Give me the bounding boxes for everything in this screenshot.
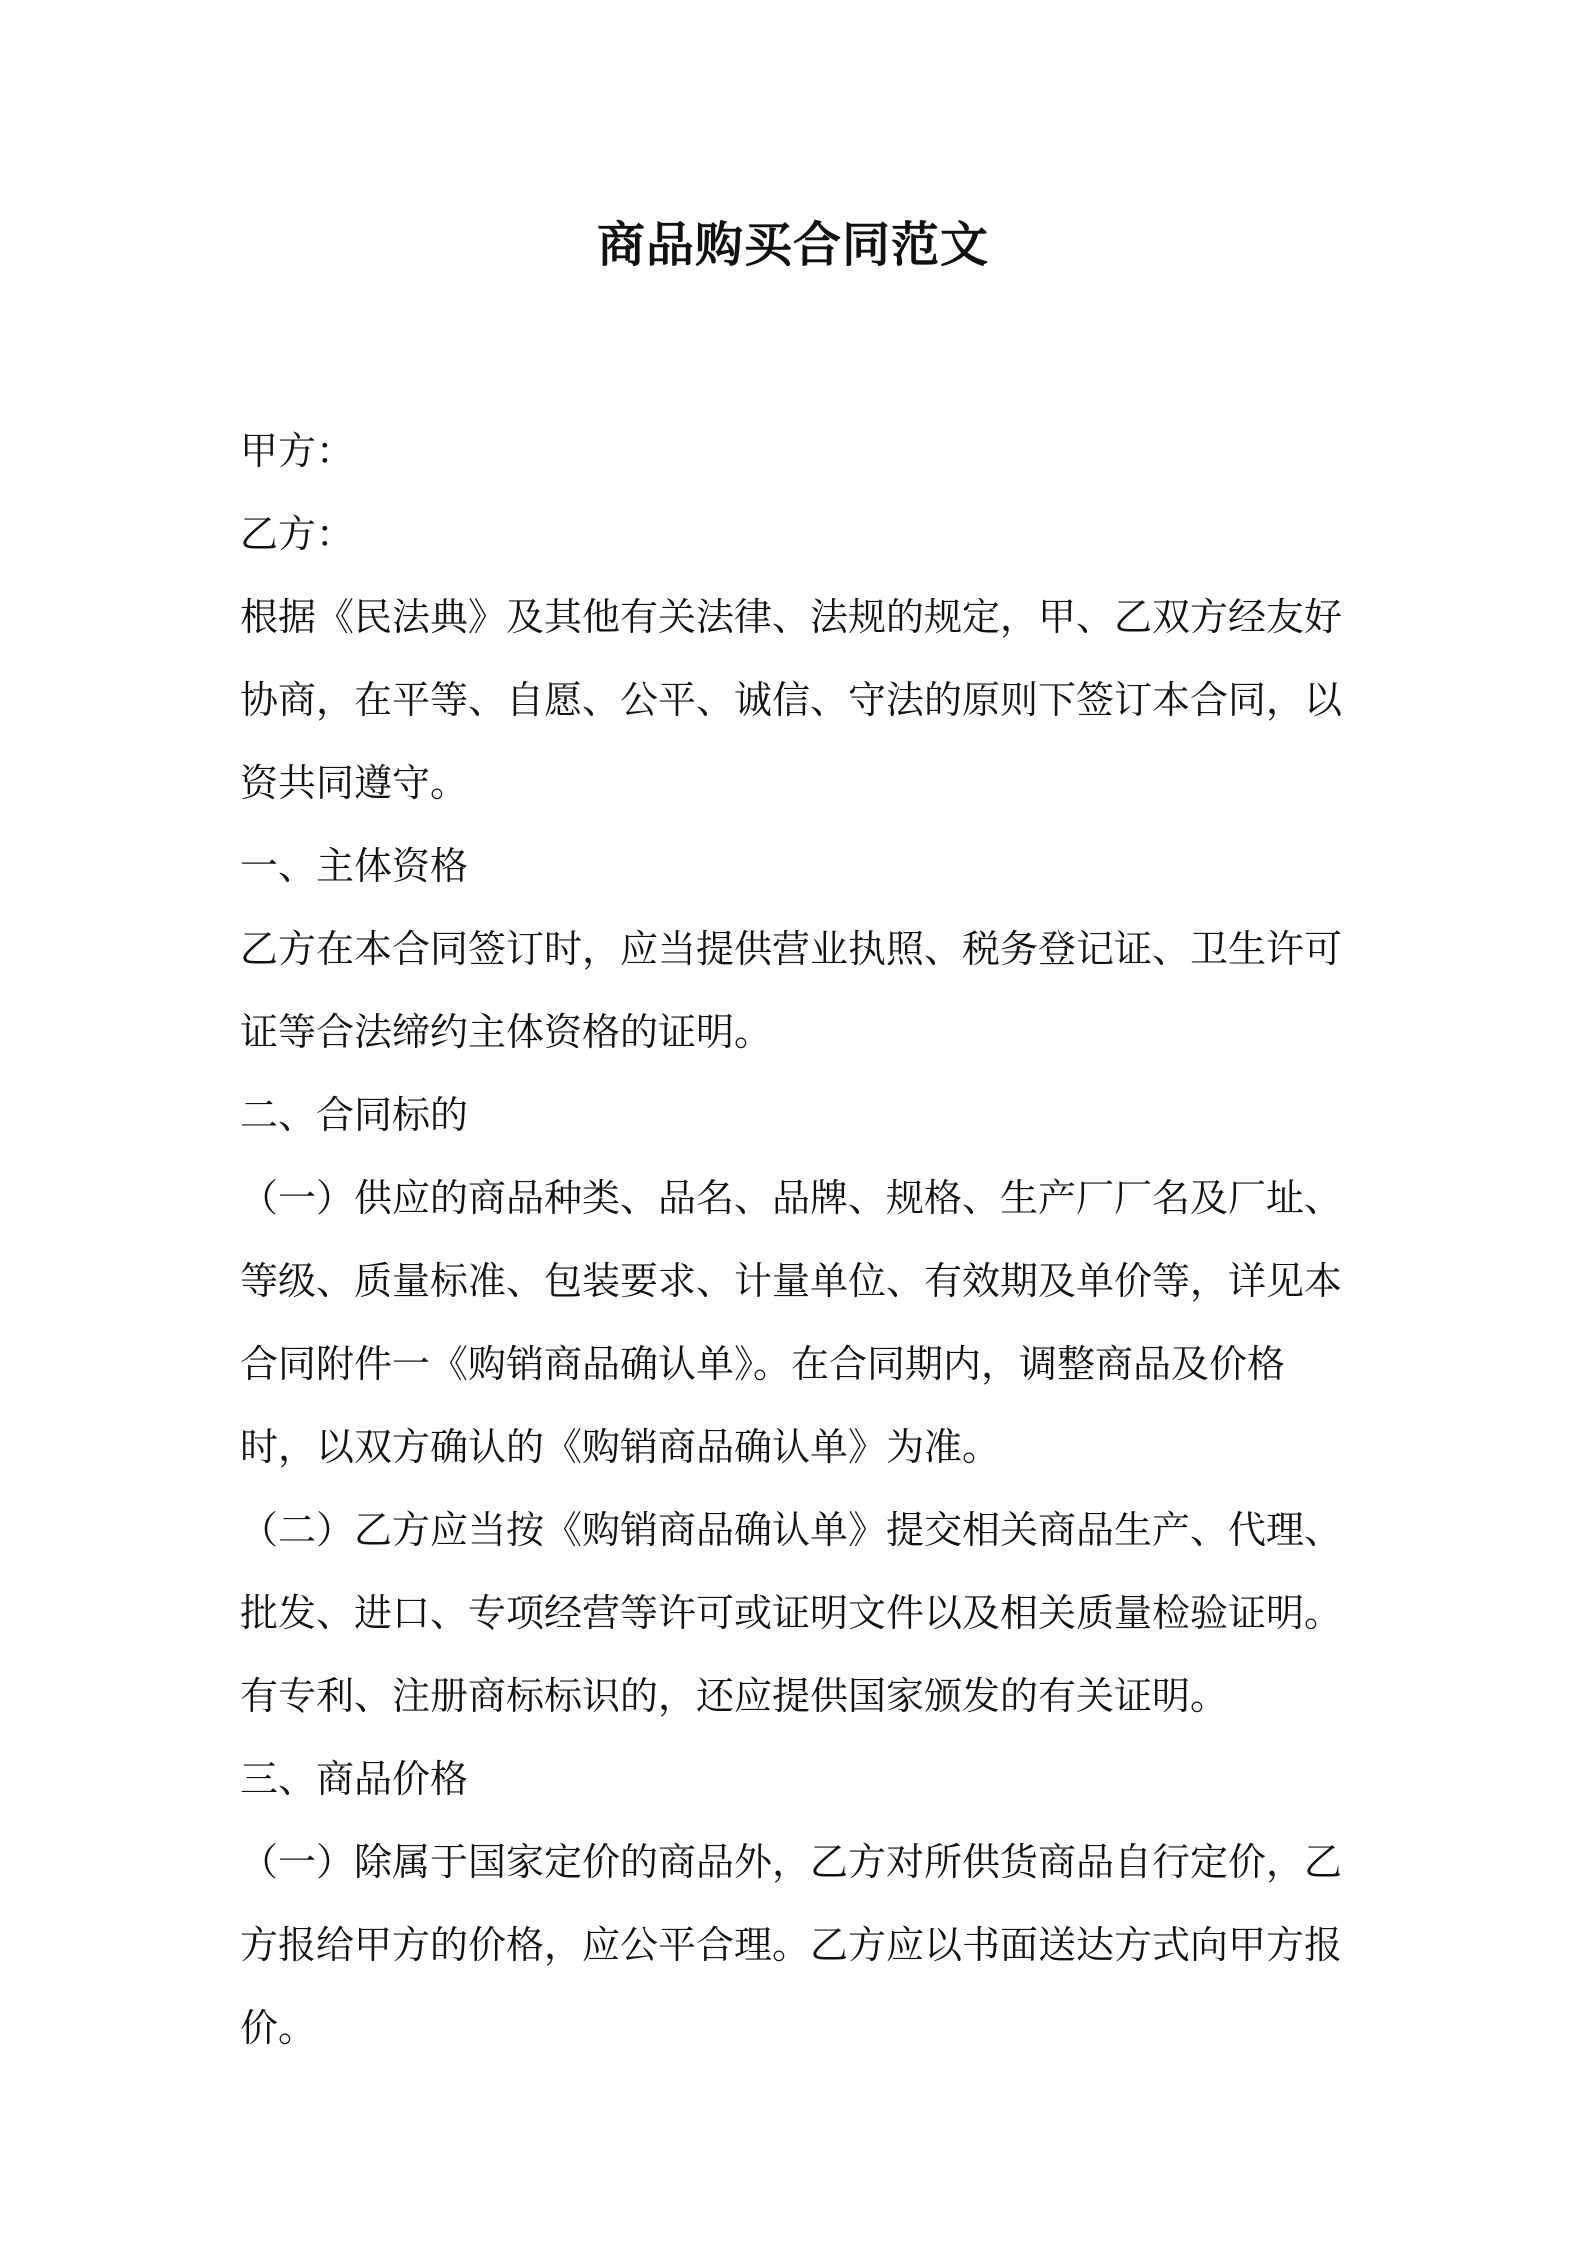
- section-1-paragraph-1: 乙方在本合同签订时，应当提供营业执照、税务登记证、卫生许可证等合法缔约主体资格的证明。: [240, 927, 1343, 1054]
- section-2-paragraph-1: （一）供应的商品种类、品名、品牌、规格、生产厂厂名及厂址、等级、质量标准、包装要求、计量单位、有效期及单价等，详见本合同附件一《购销商品确认单》。在合同期内，调整商品及价格时，以双方确认的《购销商品确认单》为准。: [240, 1176, 1343, 1469]
- section-heading-1: 一、主体资格: [240, 844, 469, 888]
- party-b-label: 乙方：: [240, 512, 355, 556]
- document-body: [240, 410, 1360, 2070]
- preamble-paragraph: 根据《民法典》及其他有关法律、法规的规定，甲、乙双方经友好协商，在平等、自愿、公平、诚信、守法的原则下签订本合同，以资共同遵守。: [240, 595, 1343, 805]
- section-heading-3: 三、商品价格: [240, 1757, 469, 1801]
- section-2-paragraph-2: （二）乙方应当按《购销商品确认单》提交相关商品生产、代理、批发、进口、专项经营等许可或证明文件以及相关质量检验证明。有专利、注册商标标识的，还应提供国家颁发的有关证明。: [240, 1508, 1343, 1718]
- party-a-label: 甲方：: [240, 429, 355, 473]
- page-title: 商品购买合同范文: [596, 217, 989, 273]
- section-3-paragraph-1: （一）除属于国家定价的商品外，乙方对所供货商品自行定价，乙方报给甲方的价格，应公平合理。乙方应以书面送达方式向甲方报价。: [240, 1840, 1343, 2050]
- section-heading-2: 二、合同标的: [240, 1093, 469, 1137]
